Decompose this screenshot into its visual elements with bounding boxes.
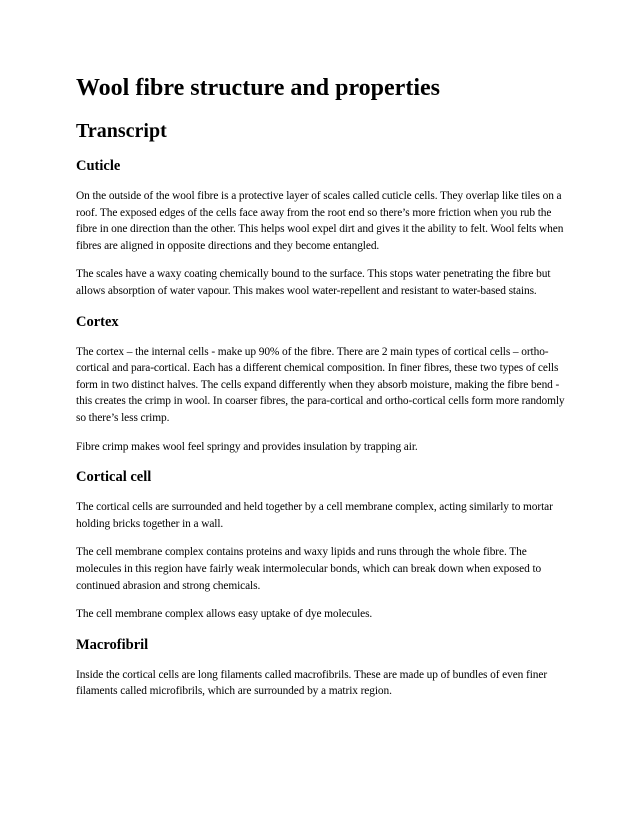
paragraph: On the outside of the wool fibre is a protective layer of scales called cuticle cells. They overlap like tiles on a roof. The exposed edges of the cells face away from the root end so there’s more friction when you rub the fibre in one direction than the other. This helps wool expel dirt and gives it the ability to felt. Wool felts when fibres are aligned in opposite directions and they become entangled. [76, 190, 564, 252]
section-cortex [76, 312, 566, 456]
paragraph: Fibre crimp makes wool feel springy and provides insulation by trapping air. [76, 440, 418, 453]
paragraph: The cell membrane complex allows easy uptake of dye molecules. [76, 608, 373, 621]
section-heading: Cortex [76, 313, 119, 330]
paragraph: The cell membrane complex contains proteins and waxy lipids and runs through the whole fibre. The molecules in this region have fairly weak intermolecular bonds, which can break down when exposed to continued abrasion and strong chemicals. [76, 546, 542, 592]
paragraph: The cortical cells are surrounded and held together by a cell membrane complex, acting similarly to mortar holding bricks together in a wall. [76, 501, 553, 530]
paragraph: The cortex – the internal cells - make up 90% of the fibre. There are 2 main types of cortical cells – ortho-cortical and para-cortical. Each has a different chemical composition. In finer fibres, these two types of cells form in two distinct halves. The cells expand differently when they absorb moisture, making the fibre bend - this creates the crimp in wool. In coarser fibres, the para-cortical and ortho-cortical cells form more randomly so there’s less crimp. [76, 345, 565, 424]
section-heading: Cuticle [76, 158, 121, 174]
transcript-heading: Transcript [76, 120, 167, 142]
document-title: Wool fibre structure and properties [76, 75, 440, 101]
section-macrofibril [76, 635, 566, 700]
document-page [76, 72, 566, 712]
paragraph: Inside the cortical cells are long filaments called macrofibrils. These are made up of bundles of even finer filaments called microfibrils, which are surrounded by a matrix region. [76, 668, 548, 698]
section-cortical-cell [76, 467, 566, 623]
section-heading: Macrofibril [76, 636, 149, 653]
paragraph: The scales have a waxy coating chemically bound to the surface. This stops water penetrating the fibre but allows absorption of water vapour. This makes wool water-repellent and resistant to water-based stains. [76, 268, 551, 297]
section-heading: Cortical cell [76, 469, 152, 486]
section-cuticle [76, 156, 566, 300]
